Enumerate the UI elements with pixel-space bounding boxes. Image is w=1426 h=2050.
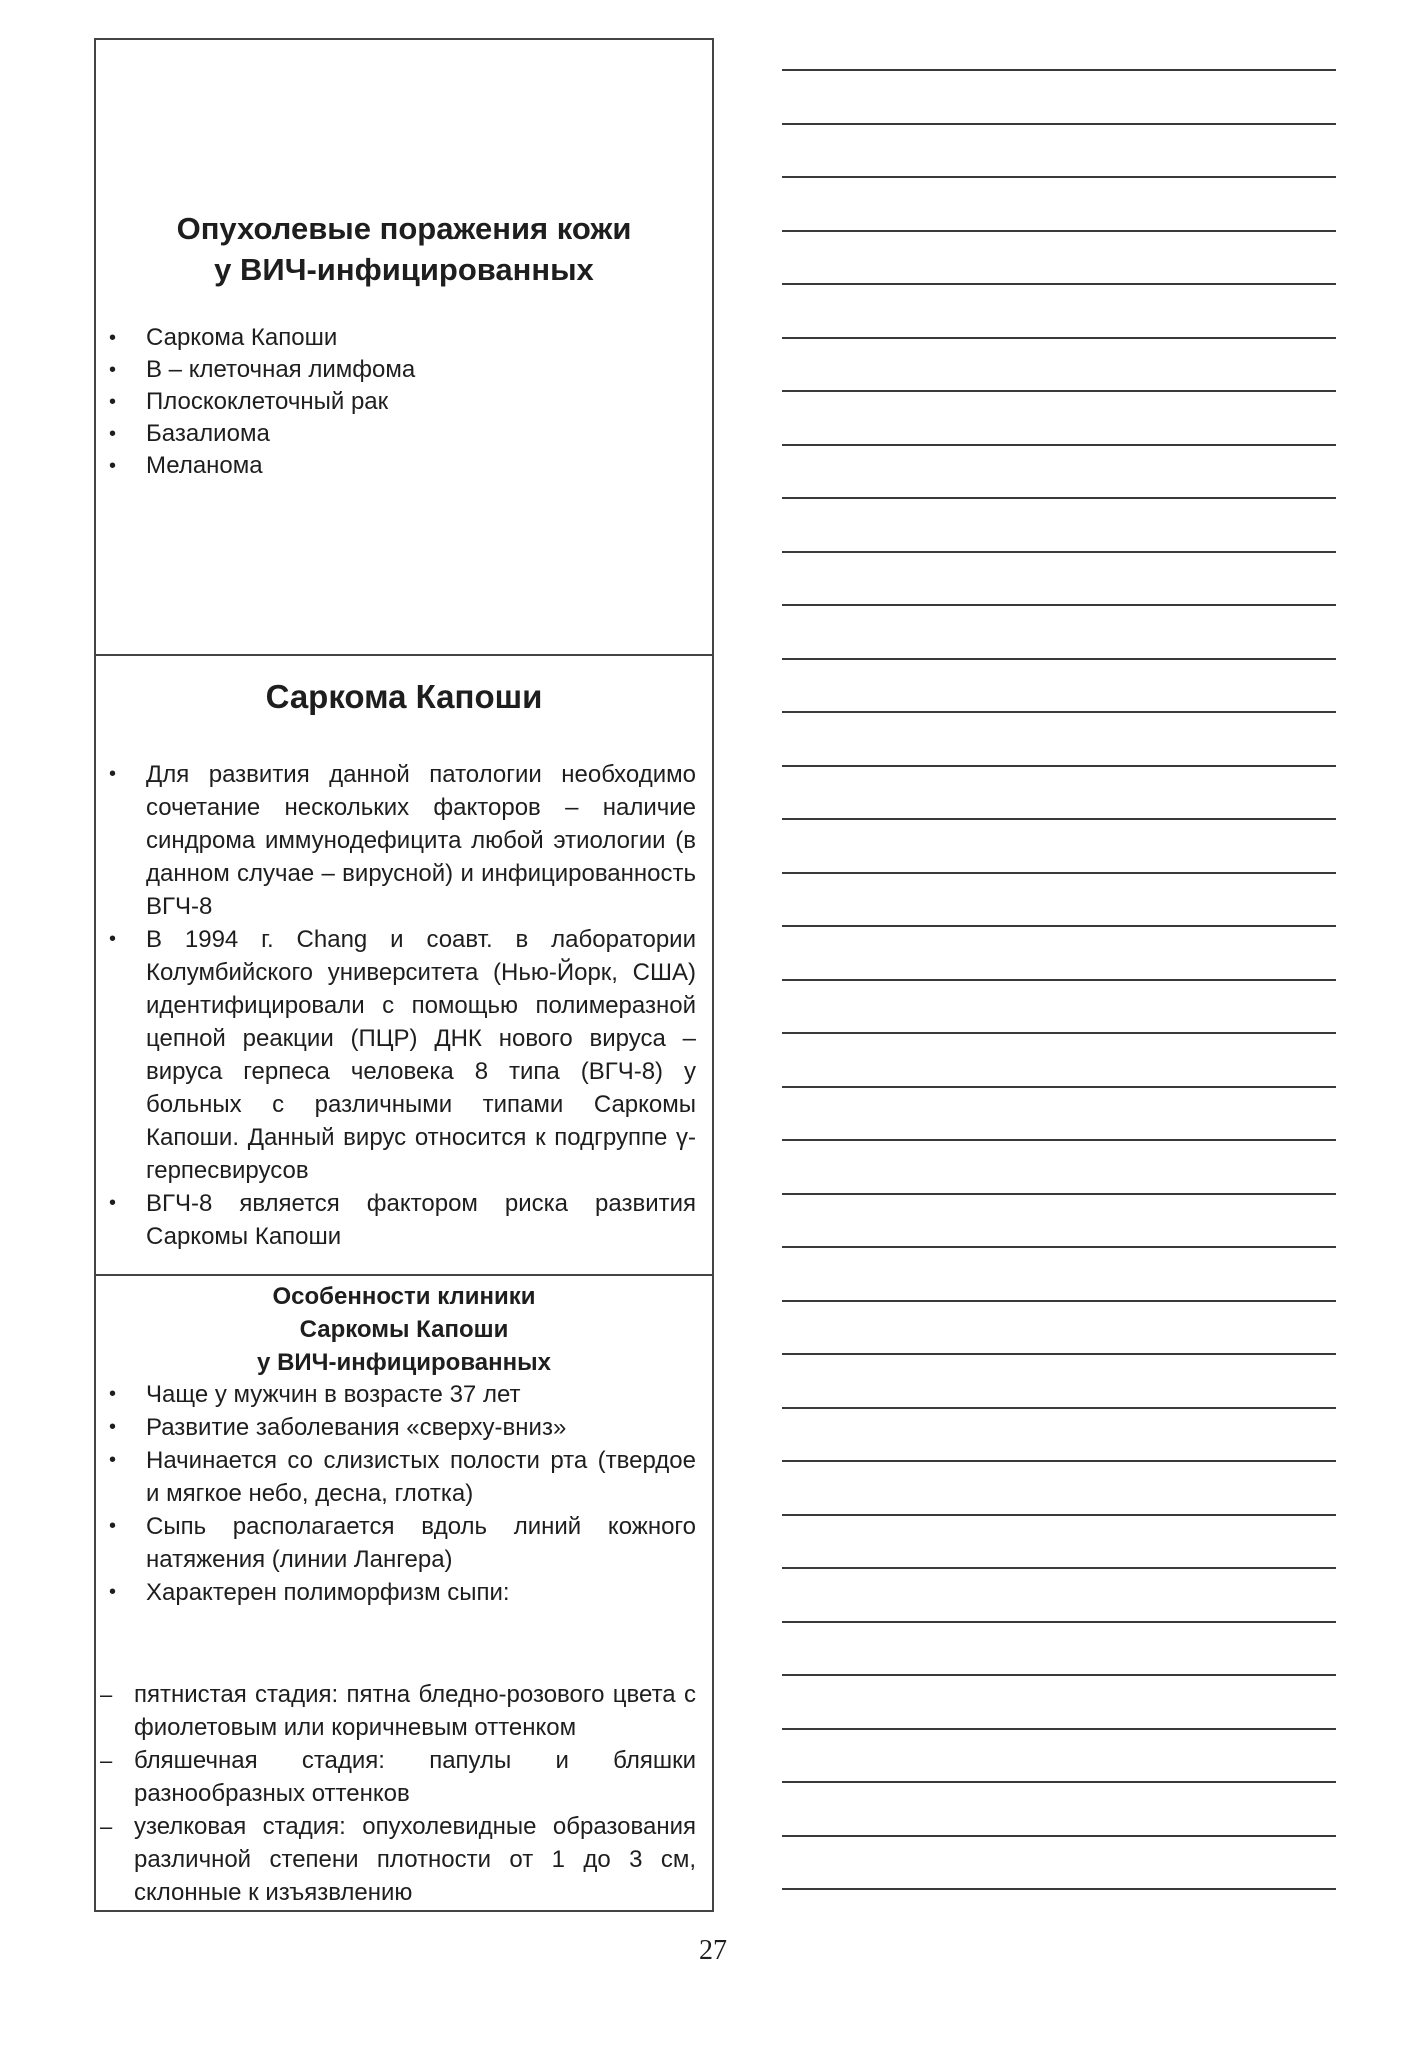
- list-item: • Плоскоклеточный рак: [96, 386, 696, 418]
- note-line: [782, 497, 1336, 499]
- note-line: [782, 711, 1336, 713]
- note-line: [782, 872, 1336, 874]
- note-line: [782, 551, 1336, 553]
- note-line: [782, 765, 1336, 767]
- note-line: [782, 123, 1336, 125]
- note-line: [782, 818, 1336, 820]
- slide-title: Саркома Капоши: [265, 678, 543, 715]
- note-line: [782, 283, 1336, 285]
- note-line: [782, 1086, 1336, 1088]
- note-line: [782, 1460, 1336, 1462]
- list-item: • В 1994 г. Chang и соавт. в лаборатории Колумбийского университета (Нью-Йорк, США) идентифицировали с помощью полимеразной цепной реакции (ПЦР) ДНК нового вируса – вируса герпеса человека 8 типа (ВГЧ-8) у больных с различными типами Саркомы Капоши. Данный вирус относится к подгруппе γ-герпесвирусов: [96, 923, 696, 1187]
- note-line: [782, 337, 1336, 339]
- note-line: [782, 1514, 1336, 1516]
- slide-skin-tumors: [96, 40, 712, 654]
- slides-column: [94, 38, 714, 1912]
- note-line: [782, 979, 1336, 981]
- note-line: [782, 230, 1336, 232]
- list-item-text: Характерен полиморфизм сыпи:: [146, 1579, 510, 1606]
- list-item: • Чаще у мужчин в возрасте 37 лет: [96, 1378, 696, 1411]
- note-line: [782, 1300, 1336, 1302]
- list-item: • Базалиома: [96, 418, 696, 450]
- note-line: [782, 604, 1336, 606]
- list-item: • Меланома: [96, 450, 696, 482]
- notes-lines-area: [782, 44, 1336, 1889]
- note-line: [782, 1728, 1336, 1730]
- slide-title: Опухолевые поражения кожи у ВИЧ-инфицированных: [176, 211, 632, 287]
- sub-list: [96, 1678, 696, 1909]
- note-line: [782, 658, 1336, 660]
- note-line: [782, 1407, 1336, 1409]
- list-item: • Сыпь располагается вдоль линий кожного натяжения (линии Лангера): [96, 1510, 696, 1576]
- slide-clinical-features: [96, 1274, 712, 1910]
- note-line: [782, 1835, 1336, 1837]
- note-line: [782, 1781, 1336, 1783]
- list-item: [96, 1576, 696, 1906]
- note-line: [782, 1567, 1336, 1569]
- list-item: • ВГЧ-8 является фактором риска развития Саркомы Капоши: [96, 1187, 696, 1253]
- bullet-list: [96, 758, 712, 1253]
- sub-list-item: – узелковая стадия: опухолевидные образования различной степени плотности от 1 до 3 см, склонные к изъязвлению: [96, 1810, 696, 1909]
- list-item: • Развитие заболевания «сверху-вниз»: [96, 1411, 696, 1444]
- bullet-list: [96, 1378, 712, 1906]
- bullet-list: [96, 322, 712, 482]
- page-number: 27: [699, 1935, 727, 1966]
- list-item: • В – клеточная лимфома: [96, 354, 696, 386]
- list-item: • Начинается со слизистых полости рта (твердое и мягкое небо, десна, глотка): [96, 1444, 696, 1510]
- note-line: [782, 1888, 1336, 1890]
- note-line: [782, 444, 1336, 446]
- list-item: • Саркома Капоши: [96, 322, 696, 354]
- note-line: [782, 1621, 1336, 1623]
- note-line: [782, 925, 1336, 927]
- sub-list-item: – бляшечная стадия: папулы и бляшки разнообразных оттенков: [96, 1744, 696, 1810]
- note-line: [782, 390, 1336, 392]
- list-item: • Для развития данной патологии необходимо сочетание нескольких факторов – наличие синдрома иммунодефицита любой этиологии (в данном случае – вирусной) и инфицированность ВГЧ-8: [96, 758, 696, 923]
- note-line: [782, 1674, 1336, 1676]
- note-line: [782, 1032, 1336, 1034]
- sub-list-item: – пятнистая стадия: пятна бледно-розового цвета с фиолетовым или коричневым оттенком: [96, 1678, 696, 1744]
- slide-title: Особенности клиники Саркомы Капоши у ВИЧ-инфицированных: [257, 1283, 551, 1376]
- note-line: [782, 1193, 1336, 1195]
- slide-kaposi-sarcoma: [96, 654, 712, 1274]
- note-line: [782, 176, 1336, 178]
- note-line: [782, 1353, 1336, 1355]
- note-line: [782, 1246, 1336, 1248]
- note-line: [782, 69, 1336, 71]
- note-line: [782, 1139, 1336, 1141]
